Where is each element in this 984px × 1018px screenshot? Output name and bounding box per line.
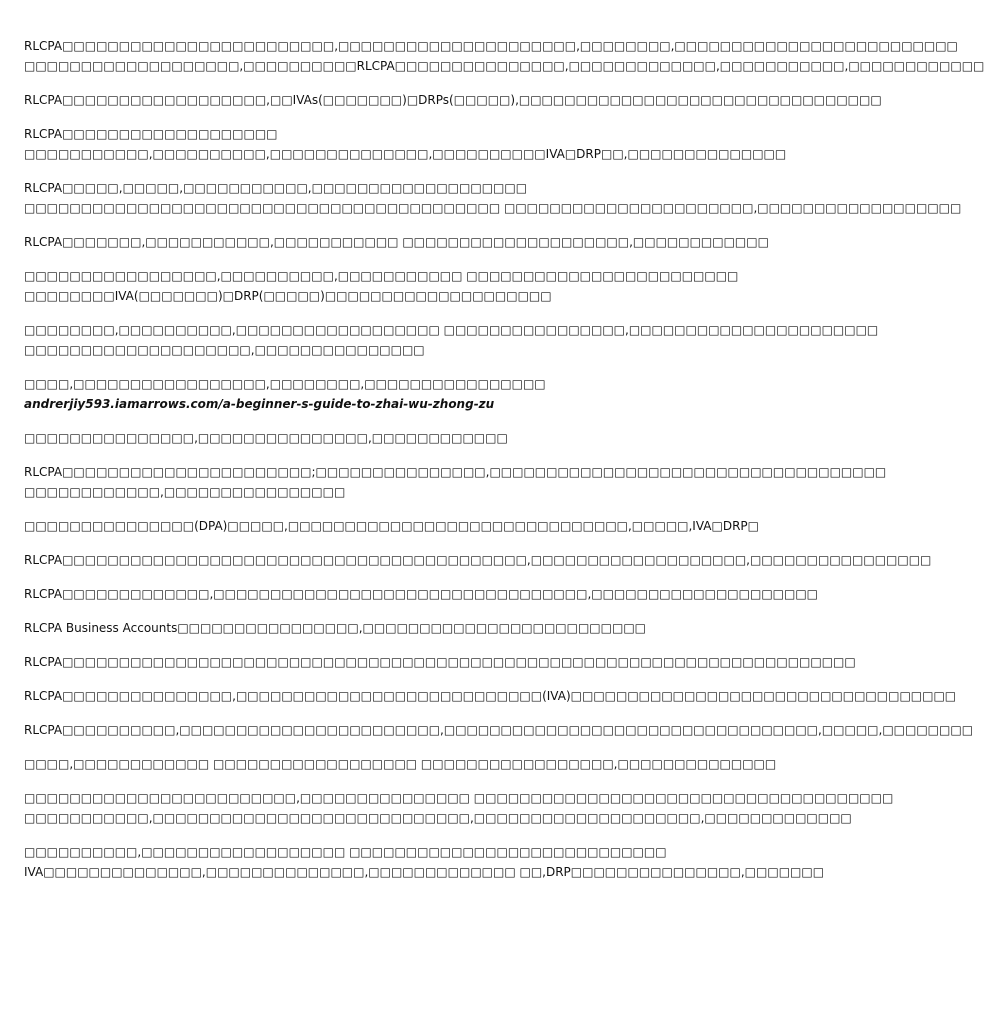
paragraph-2 <box>24 90 882 110</box>
text-line: RLCPA□□□□□,□□□□□,□□□□□□□□□□□,□□□□□□□□□□□□□□□□□□□ <box>24 181 528 195</box>
text-line: □□□□□□□□□□□□□□□□□□□□,□□□□□□□□□□□□□□□ <box>24 343 425 357</box>
text-before-link: □□□□,□□□□□□□□□□□□□□□□□,□□□□□□□□,□□□□□□□□□□□□□□□□ <box>24 377 546 391</box>
text-line: RLCPA□□□□□□□□□□□□□□□□□□,□□IVAs(□□□□□□□)□DRPs(□□□□□),□□□□□□□□□□□□□□□□□□□□□□□□□□□□□□□□ <box>24 93 882 107</box>
paragraph-12 <box>24 550 932 570</box>
paragraph-9 <box>24 428 710 448</box>
text-line: □□□□□□□□□□□□,□□□□□□□□□□□□□□□□ <box>24 485 346 499</box>
paragraph-16 <box>24 686 957 706</box>
paragraph-8-with-link <box>24 374 710 414</box>
paragraph-1 <box>24 36 984 76</box>
text-line: □□□□□□□□□□□,□□□□□□□□□□,□□□□□□□□□□□□□□,□□□□□□□□□□IVA□DRP□□,□□□□□□□□□□□□□□ <box>24 147 787 161</box>
paragraph-19 <box>24 788 894 828</box>
text-line: □□□□□□□□□□□,□□□□□□□□□□□□□□□□□□□□□□□□□□□□,□□□□□□□□□□□□□□□□□□□□,□□□□□□□□□□□□□ <box>24 811 852 825</box>
paragraph-17 <box>24 720 974 740</box>
text-line: □□□□□□□□□□□□□□□(DPA)□□□□□,□□□□□□□□□□□□□□□□□□□□□□□□□□□□□□,□□□□□,IVA□DRP□ <box>24 519 759 533</box>
text-line: RLCPA□□□□□□□□□□□□□□□□□□□ <box>24 127 278 141</box>
text-line: RLCPA□□□□□□□□□□□□□□□,□□□□□□□□□□□□□□□□□□□□□□□□□□□(IVA)□□□□□□□□□□□□□□□□□□□□□□□□□□□□□□□□□□ <box>24 689 957 703</box>
paragraph-5 <box>24 232 769 252</box>
paragraph-18 <box>24 754 777 774</box>
text-line: □□□□□□□□,□□□□□□□□□□,□□□□□□□□□□□□□□□□□□ □□□□□□□□□□□□□□□□,□□□□□□□□□□□□□□□□□□□□□□ <box>24 323 879 337</box>
text-line: RLCPA□□□□□□□□□□□□□□□□□□□□□□□□□□□□□□□□□□□□□□□□□□□□□□□□□□□□□□□□□□□□□□□□□□□□□□ <box>24 655 856 669</box>
paragraph-3 <box>24 124 787 164</box>
text-line: RLCPA□□□□□□□□□□□□□□□□□□□□□□□□□□□□□□□□□□□□□□□□□,□□□□□□□□□□□□□□□□□□□,□□□□□□□□□□□□□□□□ <box>24 553 932 567</box>
paragraph-10 <box>24 462 887 502</box>
paragraph-4 <box>24 178 962 218</box>
text-line: RLCPA Business Accounts□□□□□□□□□□□□□□□□,□□□□□□□□□□□□□□□□□□□□□□□□□ <box>24 621 646 635</box>
text-line: □□□□□□□□□□□□□□□□□,□□□□□□□□□□,□□□□□□□□□□□ □□□□□□□□□□□□□□□□□□□□□□□□ <box>24 269 739 283</box>
paragraph-15 <box>24 652 856 672</box>
text-line: □□□□□□□□□□□□□□□□□□□,□□□□□□□□□□RLCPA□□□□□□□□□□□□□□□,□□□□□□□□□□□□□,□□□□□□□□□□□,□□□□□□□□□□□□ <box>24 59 984 73</box>
paragraph-11 <box>24 516 759 536</box>
article-link[interactable]: andrerjiy593.iamarrows.com/a-beginner-s-guide-to-zhai-wu-zhong-zu <box>24 397 495 411</box>
paragraph-20 <box>24 842 825 882</box>
text-line: □□□□,□□□□□□□□□□□□ □□□□□□□□□□□□□□□□□□ □□□□□□□□□□□□□□□□□,□□□□□□□□□□□□□□ <box>24 757 777 771</box>
paragraph-14 <box>24 618 710 638</box>
text-line: RLCPA□□□□□□□□□□□□□,□□□□□□□□□□□□□□□□□□□□□□□□□□□□□□□□□,□□□□□□□□□□□□□□□□□□□□ <box>24 587 819 601</box>
paragraph-7 <box>24 320 879 360</box>
text-line: □□□□□□□□□□□□□□□,□□□□□□□□□□□□□□□,□□□□□□□□□□□□ <box>24 431 508 445</box>
paragraph-6 <box>24 266 739 306</box>
text-line: RLCPA□□□□□□□□□□□□□□□□□□□□□□;□□□□□□□□□□□□□□□,□□□□□□□□□□□□□□□□□□□□□□□□□□□□□□□□□□□ <box>24 465 887 479</box>
text-line: □□□□□□□□□□□□□□□□□□□□□□□□□□□□□□□□□□□□□□□□□□ □□□□□□□□□□□□□□□□□□□□□□,□□□□□□□□□□□□□□□□□□ <box>24 201 962 215</box>
text-line: □□□□□□□□□□□□□□□□□□□□□□□□,□□□□□□□□□□□□□□□ □□□□□□□□□□□□□□□□□□□□□□□□□□□□□□□□□□□□□ <box>24 791 894 805</box>
paragraph-13 <box>24 584 819 604</box>
text-line: RLCPA□□□□□□□□□□□□□□□□□□□□□□□□,□□□□□□□□□□□□□□□□□□□□□,□□□□□□□□,□□□□□□□□□□□□□□□□□□□□□□□□□ <box>24 39 958 53</box>
text-line: □□□□□□□□□□,□□□□□□□□□□□□□□□□□□ □□□□□□□□□□□□□□□□□□□□□□□□□□□□ <box>24 845 667 859</box>
text-line: RLCPA□□□□□□□,□□□□□□□□□□□,□□□□□□□□□□□ □□□□□□□□□□□□□□□□□□□□,□□□□□□□□□□□□ <box>24 235 769 249</box>
text-line: □□□□□□□□IVA(□□□□□□□)□DRP(□□□□□)□□□□□□□□□□□□□□□□□□□□ <box>24 289 552 303</box>
text-line: IVA□□□□□□□□□□□□□□,□□□□□□□□□□□□□□,□□□□□□□□□□□□□ □□,DRP□□□□□□□□□□□□□□□,□□□□□□□ <box>24 865 825 879</box>
text-line: RLCPA□□□□□□□□□□,□□□□□□□□□□□□□□□□□□□□□□□,□□□□□□□□□□□□□□□□□□□□□□□□□□□□□□□□□,□□□□□,□□□□□□□□ <box>24 723 974 737</box>
